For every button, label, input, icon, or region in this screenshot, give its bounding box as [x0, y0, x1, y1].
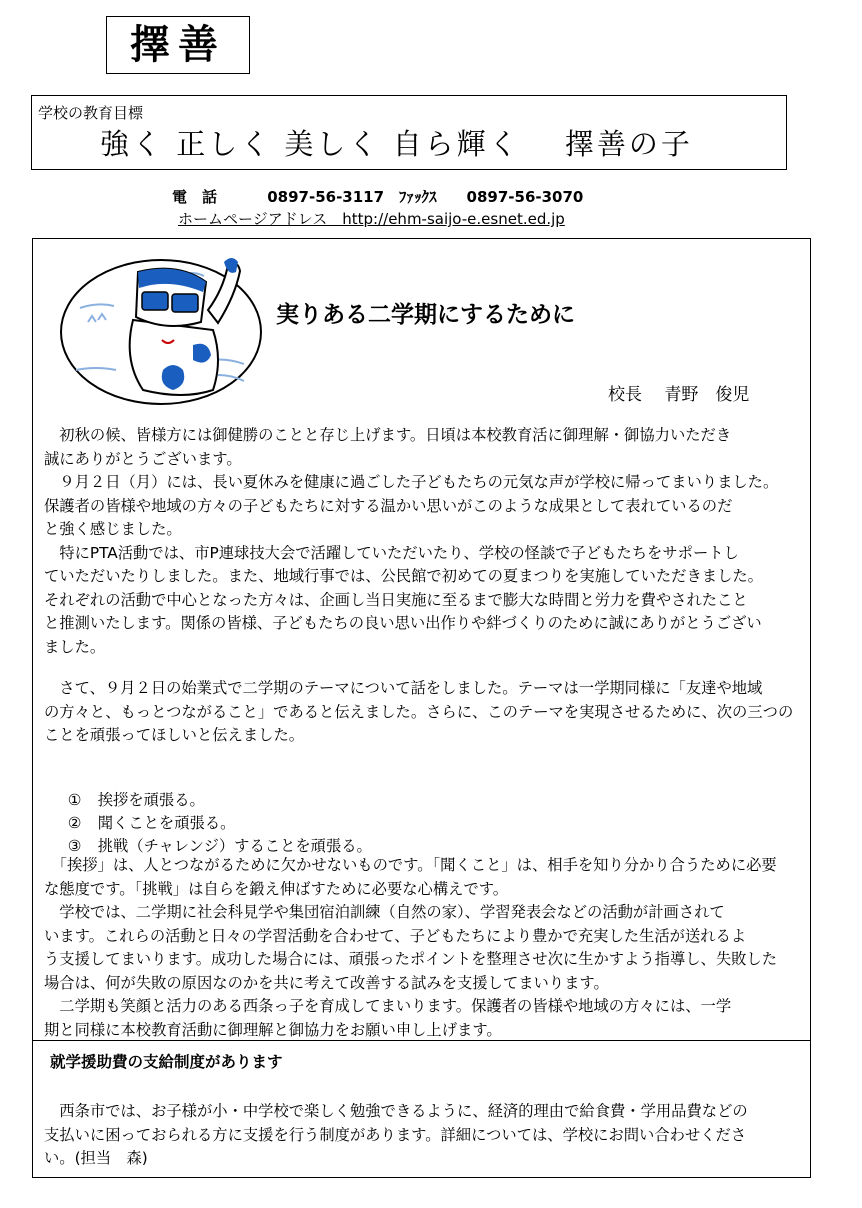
- list-item-number: ①: [67, 791, 82, 809]
- school-goal-text: 強く 正しく 美しく 自ら輝く 擇善の子: [100, 127, 693, 161]
- school-goal-label: 学校の教育目標: [38, 104, 144, 122]
- newsletter-title: 擇善: [130, 21, 226, 68]
- list-item-text: 聞くことを頑張る。: [97, 814, 236, 832]
- article-title: 実りある二学期にするために: [276, 302, 575, 328]
- list-item: [58, 812, 372, 858]
- article-paragraph-2: さて、９月２日の始業式で二学期のテーマについて話をしました。テーマは一学期同様に「友達や地域 の方々と、もっとつながること」であると伝えました。さらに、このテーマを実現させるために、次の三つの ことを頑張ってほしいと伝えました。: [44, 679, 794, 744]
- contact-phone-fax: 電 話 0897-56-3117 ﾌｧｯｸｽ 0897-56-3070: [172, 188, 584, 206]
- list-item-text: 挑戦（チャレンジ）することを頑張る。: [97, 837, 372, 855]
- homepage-link[interactable]: ホームページアドレス http://ehm-saijo-e.esnet.ed.jp: [178, 210, 565, 228]
- list-item-number: ②: [67, 814, 82, 832]
- list-item-text: 挨拶を頑張る。: [97, 791, 205, 809]
- mascot-illustration: [58, 250, 268, 410]
- support-body: 西条市では、お子様が小・中学校で楽しく勉強できるように、経済的理由で給食費・学用品費などの 支払いに困っておられる方に支援を行う制度があります。詳細については、学校にお問い合わせくださ い。(担当 森): [44, 1102, 748, 1167]
- list-item-number: ③: [67, 837, 82, 855]
- article-paragraph-3: 「挨拶」は、人とつながるために欠かせないものです。「聞くこと」は、相手を知り分かり合うために必要 な態度です。「挑戦」は自らを鍛え伸ばすために必要な心構えです。 学校では、二学期に社会科見学や集団宿泊訓練（自然の家）、学習発表会などの活動が計画されて います。これらの活動と日々の学習活動を合わせて、子どもたちにより豊かで充実した生活が送れるよ う支援してまいります。成功した場合には、頑張ったポイントを整理させ次に生かすよう指導し、失敗した 場合は、何が失敗の原因なのかを共に考えて改善する試みを支援してまいります。 二学期も笑顔と活力のある西条っ子を育成してまいります。保護者の皆様や地域の方々には、一学 期と同様に本校教育活動に御理解と御協力をお願い申し上げます。: [44, 856, 778, 1039]
- article-paragraph-1: 初秋の候、皆様方には御健勝のことと存じ上げます。日頃は本校教育活に御理解・御協力いただき 誠にありがとうございます。 ９月２日（月）には、長い夏休みを健康に過ごした子どもたちの元気な声が学校に帰ってまいりました。 保護者の皆様や地域の方々の子どもたちに対する温かい思いがこのような成果として表れているのだ と強く感じました。 特にPTA活動では、市P連球技大会で活躍していただいたり、学校の怪談で子どもたちをサポートし ていただいたりしました。また、地域行事では、公民館で初めての夏まつりを実施していただきました。 それぞれの活動で中心となった方々は、企画し当日実施に至るまで膨大な時間と労力を費やされたこと と推測いたします。関係の皆様、子どもたちの良い思い出作りや絆づくりのために誠にありがとうござい ました。: [44, 426, 779, 656]
- school-goal-box: [31, 95, 787, 170]
- support-heading: 就学援助費の支給制度があります: [50, 1053, 283, 1071]
- newsletter-title-box: [106, 16, 250, 74]
- article-author: 校長 青野 俊児: [608, 385, 750, 405]
